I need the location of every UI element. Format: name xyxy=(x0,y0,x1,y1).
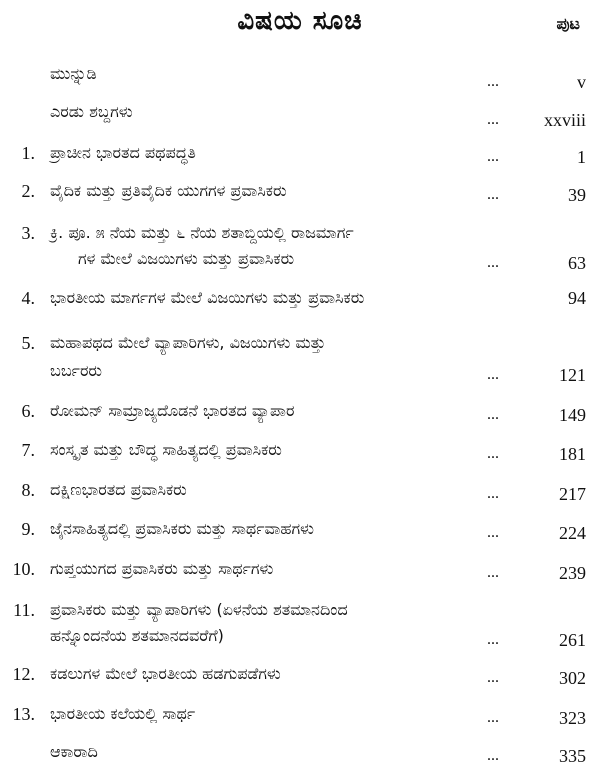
leader-dots: ... xyxy=(487,406,499,423)
entry-title: ದಕ್ಷಿಣಭಾರತದ ಪ್ರವಾಸಿಕರು xyxy=(50,480,187,499)
leader-dots: ... xyxy=(487,254,499,271)
entry-page: 39 xyxy=(568,185,586,205)
entry-page: xxviii xyxy=(543,110,586,130)
entry-page: 261 xyxy=(559,630,586,650)
leader-dots: ... xyxy=(487,111,499,128)
leader-dots: ... xyxy=(487,186,499,203)
entry-page: 181 xyxy=(559,444,586,464)
page-column-label: ಪುಟ xyxy=(556,14,580,33)
entry-title: ಪ್ರವಾಸಿಕರು ಮತ್ತು ವ್ಯಾಪಾರಿಗಳು (ಏಳನೆಯ ಶತಮಾನದಿಂದ ಹನ್ನೊಂದನೆಯ ಶತಮಾನದವರೆಗೆ) xyxy=(50,600,348,645)
page-title: ವಿಷಯ ಸೂಚಿ xyxy=(237,6,363,36)
leader-dots: ... xyxy=(487,445,499,462)
entry-title: ಜೈನಸಾಹಿತ್ಯದಲ್ಲಿ ಪ್ರವಾಸಿಕರು ಮತ್ತು ಸಾರ್ಥವಾಹಗಳು xyxy=(50,519,314,538)
entry-page: 335 xyxy=(559,746,586,766)
entry-page: 149 xyxy=(559,405,586,425)
leader-dots: ... xyxy=(487,564,499,581)
entry-number: 2. xyxy=(21,181,35,201)
entry-page: 239 xyxy=(559,563,586,583)
entry-title: ಎರಡು ಶಬ್ದಗಳು xyxy=(50,102,133,121)
entry-number: 9. xyxy=(21,519,35,539)
entry-number: 11. xyxy=(13,600,35,620)
entry-number: 6. xyxy=(21,401,35,421)
entry-number: 10. xyxy=(12,559,35,579)
leader-dots: ... xyxy=(487,747,499,764)
entry-title: ಆಕಾರಾದಿ xyxy=(50,742,98,761)
entry-page: 1 xyxy=(577,147,586,167)
entry-number: 4. xyxy=(21,288,35,308)
entry-page: 217 xyxy=(559,484,586,504)
entry-page: 323 xyxy=(559,708,586,728)
entry-number: 3. xyxy=(21,223,35,243)
entry-title: ಮಹಾಪಥದ ಮೇಲೆ ವ್ಯಾಪಾರಿಗಳು, ವಿಜಯಿಗಳು ಮತ್ತು ಬರ್ಬರರು xyxy=(50,333,326,380)
leader-dots: ... xyxy=(487,669,499,686)
entry-number: 5. xyxy=(21,333,35,353)
entry-page: 302 xyxy=(559,668,586,688)
entry-title: ಪ್ರಾಚೀನ ಭಾರತದ ಪಥಪದ್ಧತಿ xyxy=(50,143,196,162)
leader-dots: ... xyxy=(487,631,499,648)
entry-number: 8. xyxy=(21,480,35,500)
leader-dots: ... xyxy=(487,524,499,541)
leader-dots: ... xyxy=(487,709,499,726)
entry-title: ಸಂಸ್ಕೃತ ಮತ್ತು ಬೌದ್ಧ ಸಾಹಿತ್ಯದಲ್ಲಿ ಪ್ರವಾಸಿಕರು xyxy=(50,440,282,459)
entry-page: 224 xyxy=(559,523,586,543)
leader-dots: ... xyxy=(487,485,499,502)
entry-page: 63 xyxy=(568,253,586,273)
entry-number: 1. xyxy=(21,143,35,163)
entry-title: ಕ್ರಿ. ಪೂ. ೫ ನೆಯ ಮತ್ತು ೬ ನೆಯ ಶತಾಬ್ದಿಯಲ್ಲಿ ರಾಜಮಾರ್ಗ ಗಳ ಮೇಲೆ ವಿಜಯಿಗಳು ಮತ್ತು ಪ್ರವಾಸಿಕರು xyxy=(50,223,354,268)
entry-title: ಭಾರತೀಯ ಕಲೆಯಲ್ಲಿ ಸಾರ್ಥ xyxy=(50,704,196,723)
leader-dots: ... xyxy=(487,366,499,383)
entry-title: ಕಡಲುಗಳ ಮೇಲೆ ಭಾರತೀಯ ಹಡಗುಪಡೆಗಳು xyxy=(50,664,281,683)
entry-number: 13. xyxy=(12,704,35,724)
entry-title: ಗುಪ್ತಯುಗದ ಪ್ರವಾಸಿಕರು ಮತ್ತು ಸಾರ್ಥಗಳು xyxy=(50,559,274,578)
entry-page: v xyxy=(577,72,586,92)
leader-dots: ... xyxy=(487,73,499,90)
entry-title: ಭಾರತೀಯ ಮಾರ್ಗಗಳ ಮೇಲೆ ವಿಜಯಿಗಳು ಮತ್ತು ಪ್ರವಾಸಿಕರು xyxy=(50,288,365,307)
leader-dots: ... xyxy=(487,148,499,165)
entry-number: 7. xyxy=(21,440,35,460)
entry-page: 94 xyxy=(568,288,586,308)
entry-title: ಮುನ್ನುಡಿ xyxy=(50,64,97,83)
entry-number: 12. xyxy=(12,664,35,684)
entry-title: ರೋಮನ್ ಸಾಮ್ರಾಜ್ಯದೊಡನೆ ಭಾರತದ ವ್ಯಾಪಾರ xyxy=(50,401,295,420)
entry-page: 121 xyxy=(559,365,586,385)
entry-title: ವೈದಿಕ ಮತ್ತು ಪ್ರತಿವೈದಿಕ ಯುಗಗಳ ಪ್ರವಾಸಿಕರು xyxy=(50,181,287,200)
